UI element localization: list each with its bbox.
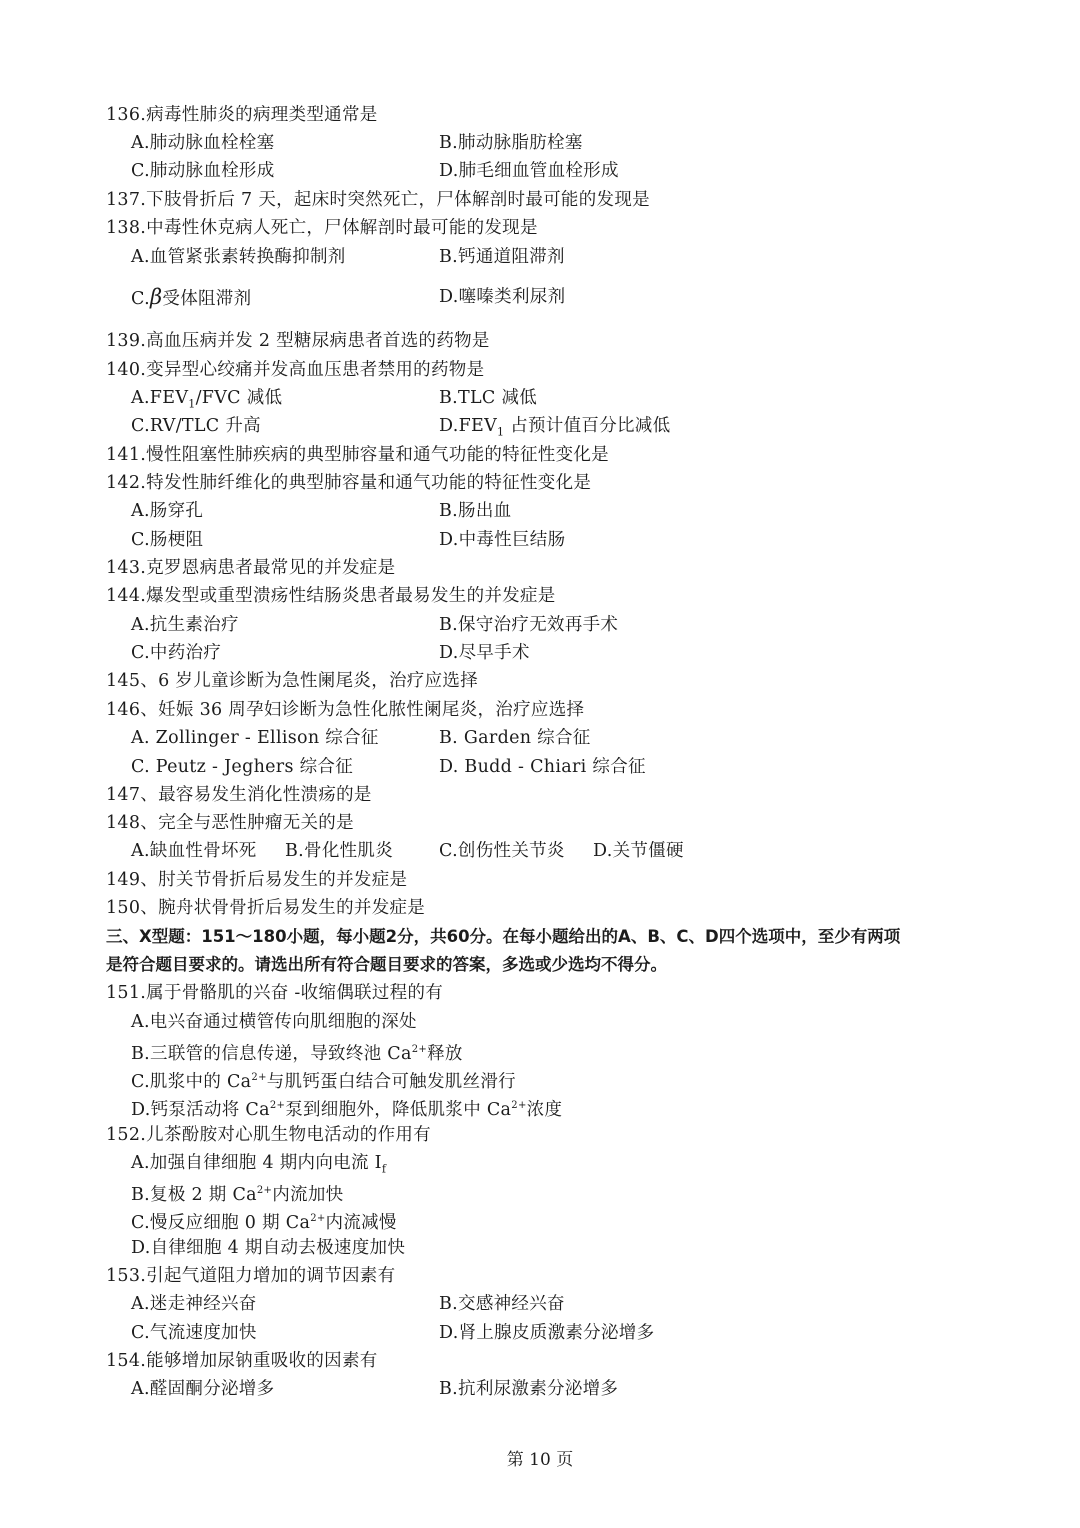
option-153-d: D.肾上腺皮质激素分泌增多 (439, 1323, 655, 1343)
superscript-charge: 2+ (256, 1185, 273, 1196)
option-144-b: B.保守治疗无效再手术 (439, 615, 619, 635)
question-142: 142.特发性肺纤维化的典型肺容量和通气功能的特征性变化是 (106, 473, 592, 493)
option-146-d: D. Budd - Chiari 综合征 (439, 757, 646, 777)
option-142-a: A.肠穿孔 (131, 501, 204, 521)
option-151-c-tail: 与肌钙蛋白结合可触发肌丝滑行 (266, 1071, 516, 1092)
option-154-a: A.醛固酮分泌增多 (131, 1379, 275, 1399)
option-138-d: D.噻嗪类利尿剂 (439, 287, 566, 307)
option-140-d (439, 414, 670, 438)
option-136-b: B.肺动脉脂肪栓塞 (439, 133, 583, 153)
subscript-1: 1 (188, 397, 196, 411)
option-152-b-text: B.复极 2 期 Ca (131, 1184, 257, 1205)
option-152-a-text: A.加强自律细胞 4 期内向电流 I (131, 1153, 382, 1173)
option-151-d-tail: 浓度 (526, 1099, 563, 1120)
question-143: 143.克罗恩病患者最常见的并发症是 (106, 558, 396, 578)
option-144-c: C.中药治疗 (131, 643, 222, 663)
option-142-c: C.肠梗阻 (131, 530, 204, 550)
option-152-b (131, 1179, 343, 1203)
question-150: 150、腕舟状骨骨折后易发生的并发症是 (106, 898, 426, 918)
subscript-1: 1 (497, 425, 505, 439)
question-154: 154.能够增加尿钠重吸收的因素有 (106, 1351, 378, 1371)
option-146-b: B. Garden 综合征 (439, 728, 591, 748)
question-140: 140.变异型心绞痛并发高血压患者禁用的药物是 (106, 360, 485, 380)
option-152-a (131, 1151, 386, 1175)
question-139: 139.高血压病并发 2 型糖尿病患者首选的药物是 (106, 331, 490, 351)
question-136: 136.病毒性肺炎的病理类型通常是 (106, 105, 378, 125)
option-140-b: B.TLC 减低 (439, 388, 538, 408)
option-142-b: B.肠出血 (439, 501, 512, 521)
question-151: 151.属于骨骼肌的兴奋 -收缩偶联过程的有 (106, 983, 444, 1003)
superscript-charge: 2+ (310, 1213, 326, 1224)
option-140-a-text: /FVC 减低 (195, 388, 283, 408)
page-number: 第 10 页 (506, 1450, 574, 1470)
option-152-d: D.自律细胞 4 期自动去极速度加快 (131, 1238, 406, 1258)
question-153: 153.引起气道阻力增加的调节因素有 (106, 1266, 396, 1286)
option-151-d-text: D.钙泵活动将 Ca (131, 1099, 270, 1120)
question-148: 148、完全与恶性肿瘤无关的是 (106, 813, 354, 833)
option-153-a: A.迷走神经兴奋 (131, 1294, 257, 1314)
question-141: 141.慢性阻塞性肺疾病的典型肺容量和通气功能的特征性变化是 (106, 445, 609, 465)
subscript-f: f (381, 1162, 387, 1176)
option-152-c-tail: 内流减慢 (325, 1212, 397, 1233)
option-153-c: C.气流速度加快 (131, 1323, 257, 1343)
superscript-charge: 2+ (269, 1100, 286, 1111)
fev-label: A.FEV (131, 388, 189, 408)
question-149: 149、肘关节骨折后易发生的并发症是 (106, 870, 408, 890)
option-146-c: C. Peutz - Jeghers 综合征 (131, 757, 354, 777)
option-144-d: D.尽早手术 (439, 643, 530, 663)
option-146-a: A. Zollinger - Ellison 综合征 (131, 728, 379, 748)
option-151-c (131, 1066, 516, 1090)
option-138-c-text: 受体阻滞剂 (162, 289, 252, 309)
question-145: 145、6 岁儿童诊断为急性阑尾炎，治疗应选择 (106, 671, 478, 691)
option-154-b: B.抗利尿激素分泌增多 (439, 1379, 619, 1399)
option-152-c-text: C.慢反应细胞 0 期 Ca (131, 1212, 311, 1233)
option-153-b: B.交感神经兴奋 (439, 1294, 565, 1314)
option-140-d-text: 占预计值百分比减低 (504, 416, 671, 436)
option-152-c (131, 1207, 397, 1231)
option-148-b: B.骨化性肌炎 (285, 841, 394, 861)
option-151-b-tail: 释放 (427, 1043, 463, 1064)
question-144: 144.爆发型或重型溃疡性结肠炎患者最易发生的并发症是 (106, 586, 556, 606)
option-140-c: C.RV/TLC 升高 (131, 416, 261, 436)
superscript-charge: 2+ (411, 1044, 428, 1055)
option-142-d: D.中毒性巨结肠 (439, 530, 566, 550)
option-151-d-mid: 泵到细胞外，降低肌浆中 Ca (285, 1099, 512, 1120)
question-147: 147、最容易发生消化性溃疡的是 (106, 785, 372, 805)
option-136-d: D.肺毛细血管血栓形成 (439, 161, 619, 181)
superscript-charge: 2+ (251, 1072, 267, 1083)
question-138: 138.中毒性休克病人死亡，尸体解剖时最可能的发现是 (106, 218, 538, 238)
option-148-a: A.缺血性骨坏死 (131, 841, 257, 861)
option-152-b-tail: 内流加快 (272, 1184, 344, 1205)
option-138-c-letter: C. (131, 289, 150, 309)
superscript-charge: 2+ (511, 1100, 527, 1111)
option-148-c: C.创伤性关节炎 (439, 841, 565, 861)
option-144-a: A.抗生素治疗 (131, 615, 239, 635)
question-146: 146、妊娠 36 周孕妇诊断为急性化脓性阑尾炎，治疗应选择 (106, 700, 585, 720)
option-138-a: A.血管紧张素转换酶抑制剂 (131, 247, 346, 267)
option-151-b (131, 1038, 463, 1062)
option-138-b: B.钙通道阻滞剂 (439, 247, 565, 267)
option-148-d: D.关节僵硬 (593, 841, 684, 861)
option-151-c-text: C.肌浆中的 Ca (131, 1071, 252, 1092)
option-151-d (131, 1094, 562, 1118)
option-138-c (131, 285, 251, 309)
option-151-a: A.电兴奋通过横管传向肌细胞的深处 (131, 1012, 417, 1032)
section-3-heading-line-2: 是符合题目要求的。请选出所有符合题目要求的答案，多选或少选均不得分。 (106, 955, 667, 974)
question-137: 137.下肢骨折后 7 天，起床时突然死亡，尸体解剖时最可能的发现是 (106, 190, 650, 210)
option-136-c: C.肺动脉血栓形成 (131, 161, 275, 181)
beta-symbol: β (149, 285, 163, 309)
option-136-a: A.肺动脉血栓栓塞 (131, 133, 275, 153)
fev-label: D.FEV (439, 416, 498, 436)
option-151-b-text: B.三联管的信息传递，导致终池 Ca (131, 1043, 412, 1064)
section-3-heading-line-1: 三、X型题：151～180小题，每小题2分，共60分。在每小题给出的A、B、C、D四个选项中，至少有两项 (106, 927, 901, 946)
question-152: 152.儿茶酚胺对心肌生物电活动的作用有 (106, 1125, 431, 1145)
option-140-a (131, 386, 282, 410)
